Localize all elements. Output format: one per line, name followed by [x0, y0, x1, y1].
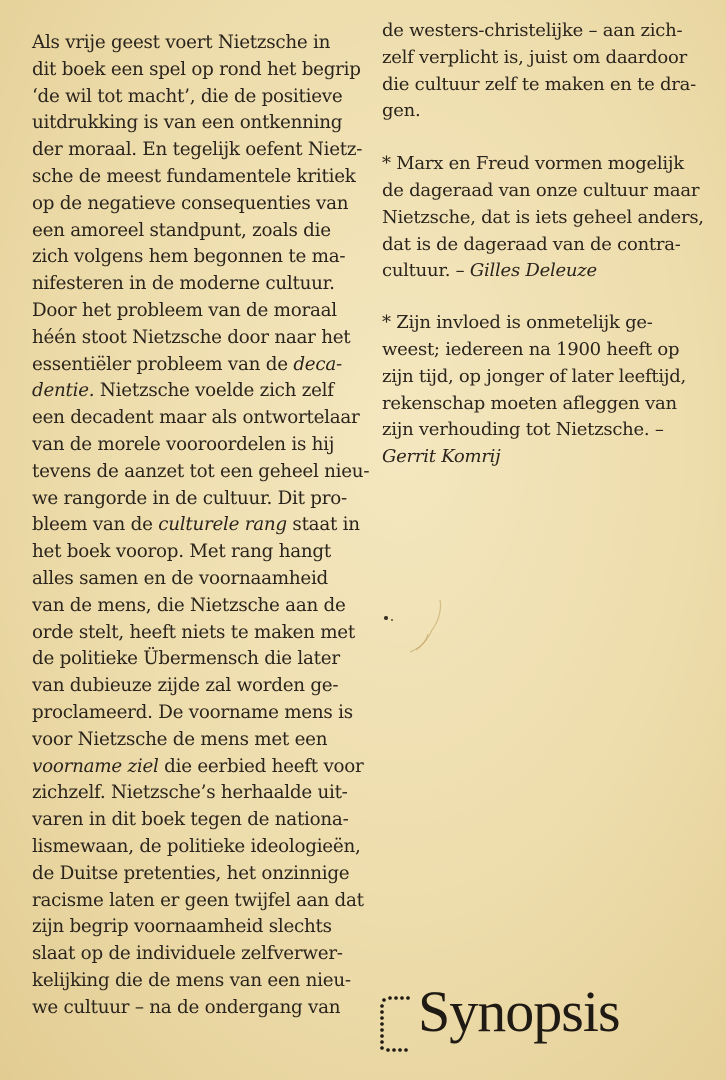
italic-term-voorname-ziel: voorname ziel: [32, 755, 159, 777]
text-line: alles samen en de voornaamheid: [32, 567, 328, 589]
text-line: héén stoot Nietzsche door naar het: [32, 326, 351, 348]
text-segment: cultuur. –: [382, 260, 470, 282]
left-text-column: [32, 30, 377, 1021]
text-line: racisme laten er geen twijfel aan dat: [32, 889, 364, 911]
text-line: * Marx en Freud vormen mogelijk: [382, 153, 684, 175]
text-line: de dageraad van onze cultuur maar: [382, 179, 700, 201]
quote-komrij: [382, 310, 707, 471]
text-line: nifesteren in de moderne cultuur.: [32, 273, 335, 295]
text-line: varen in dit boek tegen de nationa-: [32, 809, 349, 831]
text-line: zichzelf. Nietzsche’s herhaalde uit-: [32, 782, 348, 804]
text-line: [32, 512, 377, 539]
text-line: van de mens, die Nietzsche aan de: [32, 594, 346, 616]
synopsis-logo: [378, 979, 638, 1060]
text-line: op de negatieve consequenties van: [32, 192, 349, 214]
text-line: zijn begrip voornaamheid slechts: [32, 916, 332, 938]
text-segment: staat in: [286, 514, 360, 536]
text-line: de politieke Übermensch die later: [32, 648, 340, 670]
text-line: van dubieuze zijde zal worden ge-: [32, 675, 339, 697]
text-line: Nietzsche, dat is iets geheel anders,: [382, 206, 704, 228]
text-line: uitdrukking is van een ontkenning: [32, 112, 343, 134]
text-line: ‘de wil tot macht’, die de positieve: [32, 85, 343, 107]
text-line: voor Nietzsche de mens met een: [32, 728, 328, 750]
text-line: die cultuur zelf te maken en te dra-: [382, 73, 696, 95]
quote-author: Gerrit Komrij: [382, 446, 501, 468]
text-line: rekenschap moeten afleggen van: [382, 392, 677, 414]
text-line: de Duitse pretenties, het onzinnige: [32, 862, 350, 884]
text-line: een decadent maar als ontwortelaar: [32, 407, 360, 429]
text-line: Door het probleem van de moraal: [32, 299, 337, 321]
text-segment: bleem van de: [32, 514, 159, 536]
text-line: we cultuur – na de ondergang van: [32, 996, 341, 1018]
text-line: slaat op de individuele zelfverwer-: [32, 943, 343, 965]
spacer: [382, 285, 707, 310]
text-line: lismewaan, de politieke ideologieën,: [32, 835, 361, 857]
continuation-paragraph: [382, 18, 707, 125]
italic-term-decadentie: deca-: [293, 353, 342, 375]
synopsis-wordmark: Synopsis: [418, 979, 620, 1044]
dotted-bracket-icon: [378, 990, 418, 1056]
paper-stain: [382, 596, 452, 666]
quote-author: Gilles Deleuze: [469, 260, 597, 282]
text-line: [382, 258, 707, 285]
text-line: * Zijn invloed is onmetelijk ge-: [382, 312, 653, 334]
text-line: dat is de dageraad van de contra-: [382, 233, 681, 255]
text-line: zijn verhouding tot Nietzsche. –: [382, 419, 664, 441]
text-line: gen.: [382, 100, 421, 122]
text-segment: Nietzsche voelde zich zelf: [94, 380, 334, 402]
text-line: weest; iedereen na 1900 heeft op: [382, 338, 680, 360]
text-line: sche de meest fundamentele kritiek: [32, 165, 356, 187]
text-line: Als vrije geest voert Nietzsche in: [32, 32, 331, 53]
text-line: kelijking die de mens van een nieu-: [32, 969, 351, 991]
text-segment: die eerbied heeft voor: [158, 755, 364, 777]
text-line: tevens de aanzet tot een geheel nieu-: [32, 460, 370, 482]
text-line: zich volgens hem begonnen te ma-: [32, 246, 346, 268]
text-line: der moraal. En tegelijk oefent Nietz-: [32, 139, 363, 161]
text-line: het boek voorop. Met rang hangt: [32, 541, 331, 563]
italic-term-culturele-rang: culturele rang: [158, 514, 287, 536]
quote-deleuze: [382, 151, 707, 285]
italic-term-decadentie: dentie.: [32, 380, 95, 402]
right-text-column: [382, 18, 707, 471]
text-line: dit boek een spel op rond het begrip: [32, 58, 361, 80]
text-segment: essentiëler probleem van de: [32, 353, 294, 375]
text-line: van de morele vooroordelen is hij: [32, 433, 335, 455]
text-line: een amoreel standpunt, zoals die: [32, 219, 331, 241]
text-line: zijn tijd, op jonger of later leeftijd,: [382, 365, 686, 387]
text-line: [32, 352, 377, 379]
text-line: de westers-christelijke – aan zich-: [382, 20, 683, 41]
text-line: zelf verplicht is, juist om daardoor: [382, 46, 687, 68]
text-line: [32, 378, 377, 405]
text-line: [32, 754, 377, 781]
text-line: we rangorde in de cultuur. Dit pro-: [32, 487, 347, 509]
text-line: proclameerd. De voorname mens is: [32, 701, 353, 723]
spacer: [382, 125, 707, 151]
text-line: orde stelt, heeft niets te maken met: [32, 621, 355, 643]
